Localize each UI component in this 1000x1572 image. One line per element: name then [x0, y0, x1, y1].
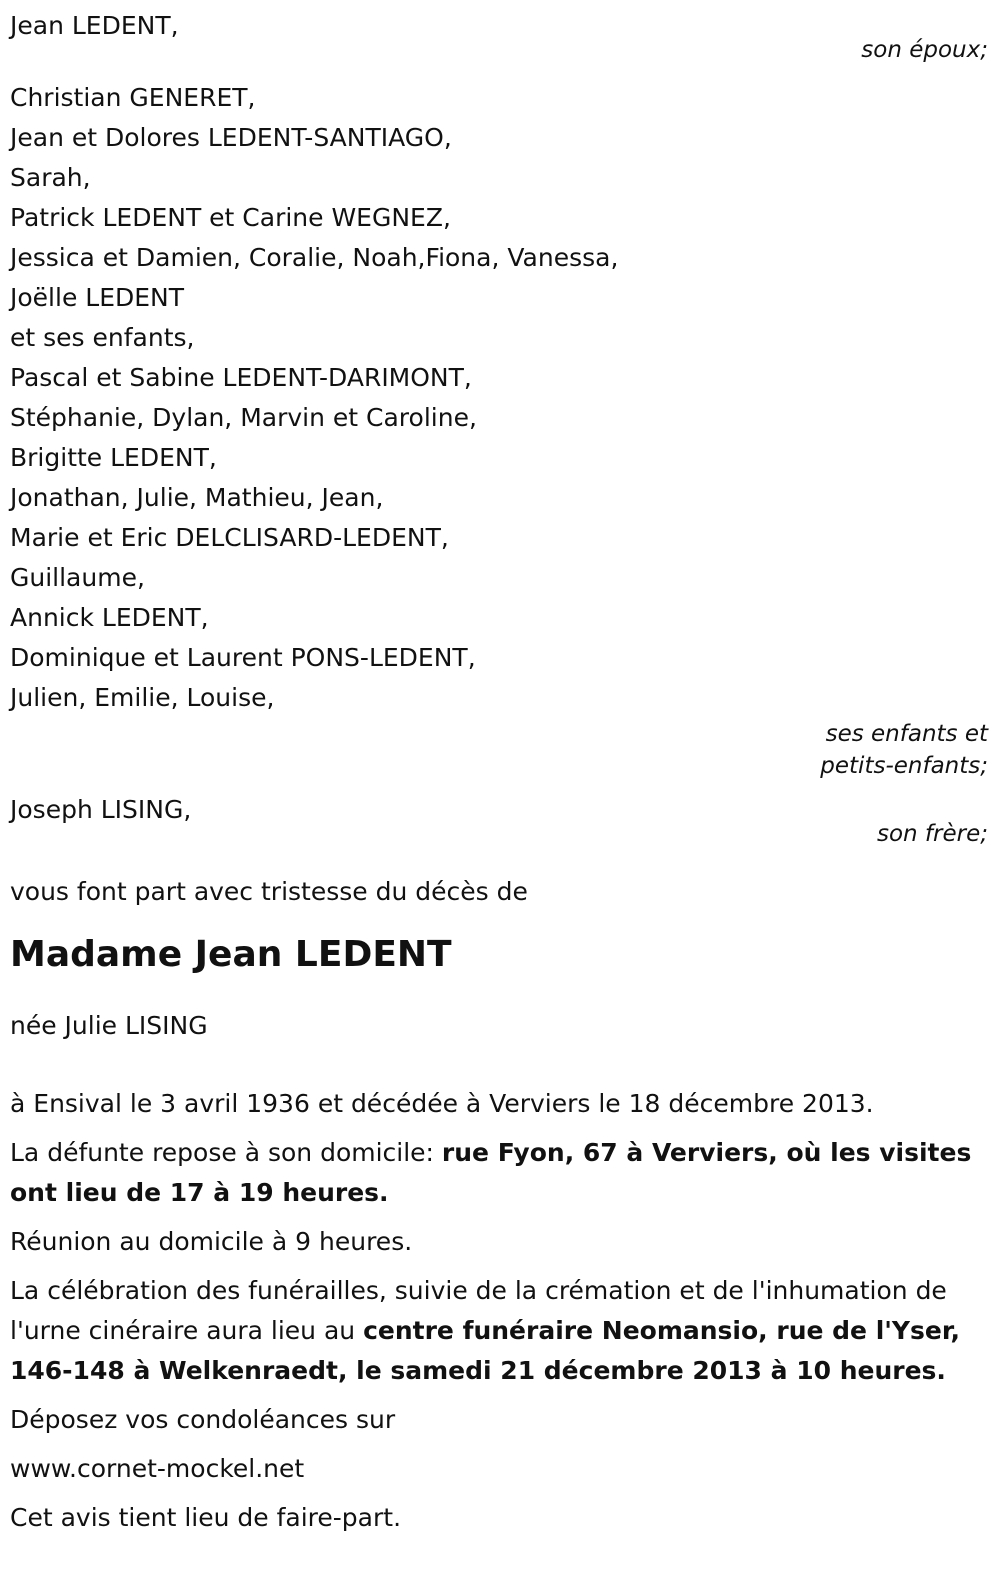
- spacer: [10, 978, 988, 1006]
- family-line: Patrick LEDENT et Carine WEGNEZ,: [10, 203, 451, 232]
- ceremony-location: centre funéraire Neomansio, rue de l'Yser, 146-148 à Welkenraedt, le samedi 21 décembre 2013 à 10 heures.: [10, 1316, 961, 1385]
- children-list: [10, 78, 988, 718]
- family-line: Marie et Eric DELCLISARD-LEDENT,: [10, 523, 449, 552]
- children-role-line2: petits-enfants;: [820, 753, 988, 779]
- repose-paragraph: [10, 1133, 988, 1213]
- family-line: Pascal et Sabine LEDENT-DARIMONT,: [10, 363, 472, 392]
- brother-role: son frère;: [876, 821, 988, 847]
- family-line: Jessica et Damien, Coralie, Noah,Fiona, Vanessa,: [10, 243, 619, 272]
- deceased-title: Madame Jean LEDENT: [10, 934, 452, 975]
- family-line: Joëlle LEDENT: [10, 283, 185, 312]
- spouse-name: Jean LEDENT,: [10, 11, 179, 40]
- brother-name: Joseph LISING,: [10, 795, 192, 824]
- family-line: Dominique et Laurent PONS-LEDENT,: [10, 643, 476, 672]
- children-role-line1: ses enfants et: [825, 721, 988, 747]
- family-line: Julien, Emilie, Louise,: [10, 683, 275, 712]
- family-line: Stéphanie, Dylan, Marvin et Caroline,: [10, 403, 477, 432]
- family-line: Brigitte LEDENT,: [10, 443, 217, 472]
- family-line: Guillaume,: [10, 563, 145, 592]
- family-line: et ses enfants,: [10, 323, 195, 352]
- intro-text: vous font part avec tristesse du décès de: [10, 877, 528, 906]
- spouse-role: son époux;: [861, 37, 988, 63]
- ceremony-prefix: La célébration des funérailles, suivie de la crémation et de l'inhumation de l'urne cinéraire aura lieu au: [10, 1276, 947, 1345]
- family-line: Christian GENERET,: [10, 83, 256, 112]
- family-line: Jonathan, Julie, Mathieu, Jean,: [10, 483, 384, 512]
- spacer: [10, 854, 988, 872]
- website-text: www.cornet-mockel.net: [10, 1454, 305, 1483]
- notice-text: Cet avis tient lieu de faire-part.: [10, 1503, 402, 1532]
- birth-death-text: à Ensival le 3 avril 1936 et décédée à Verviers le 18 décembre 2013.: [10, 1089, 874, 1118]
- family-line: Jean et Dolores LEDENT-SANTIAGO,: [10, 123, 452, 152]
- spacer: [10, 912, 988, 932]
- family-line: Sarah,: [10, 163, 91, 192]
- condolences-text: Déposez vos condoléances sur: [10, 1405, 396, 1434]
- repose-prefix: La défunte repose à son domicile:: [10, 1138, 442, 1167]
- spacer: [10, 70, 988, 78]
- spacer: [10, 1046, 988, 1084]
- repose-address: rue Fyon, 67 à Verviers, où les visites ont lieu de 17 à 19 heures.: [10, 1138, 972, 1207]
- ceremony-paragraph: [10, 1271, 988, 1391]
- family-line: Annick LEDENT,: [10, 603, 209, 632]
- reunion-text: Réunion au domicile à 9 heures.: [10, 1227, 413, 1256]
- maiden-name: née Julie LISING: [10, 1011, 208, 1040]
